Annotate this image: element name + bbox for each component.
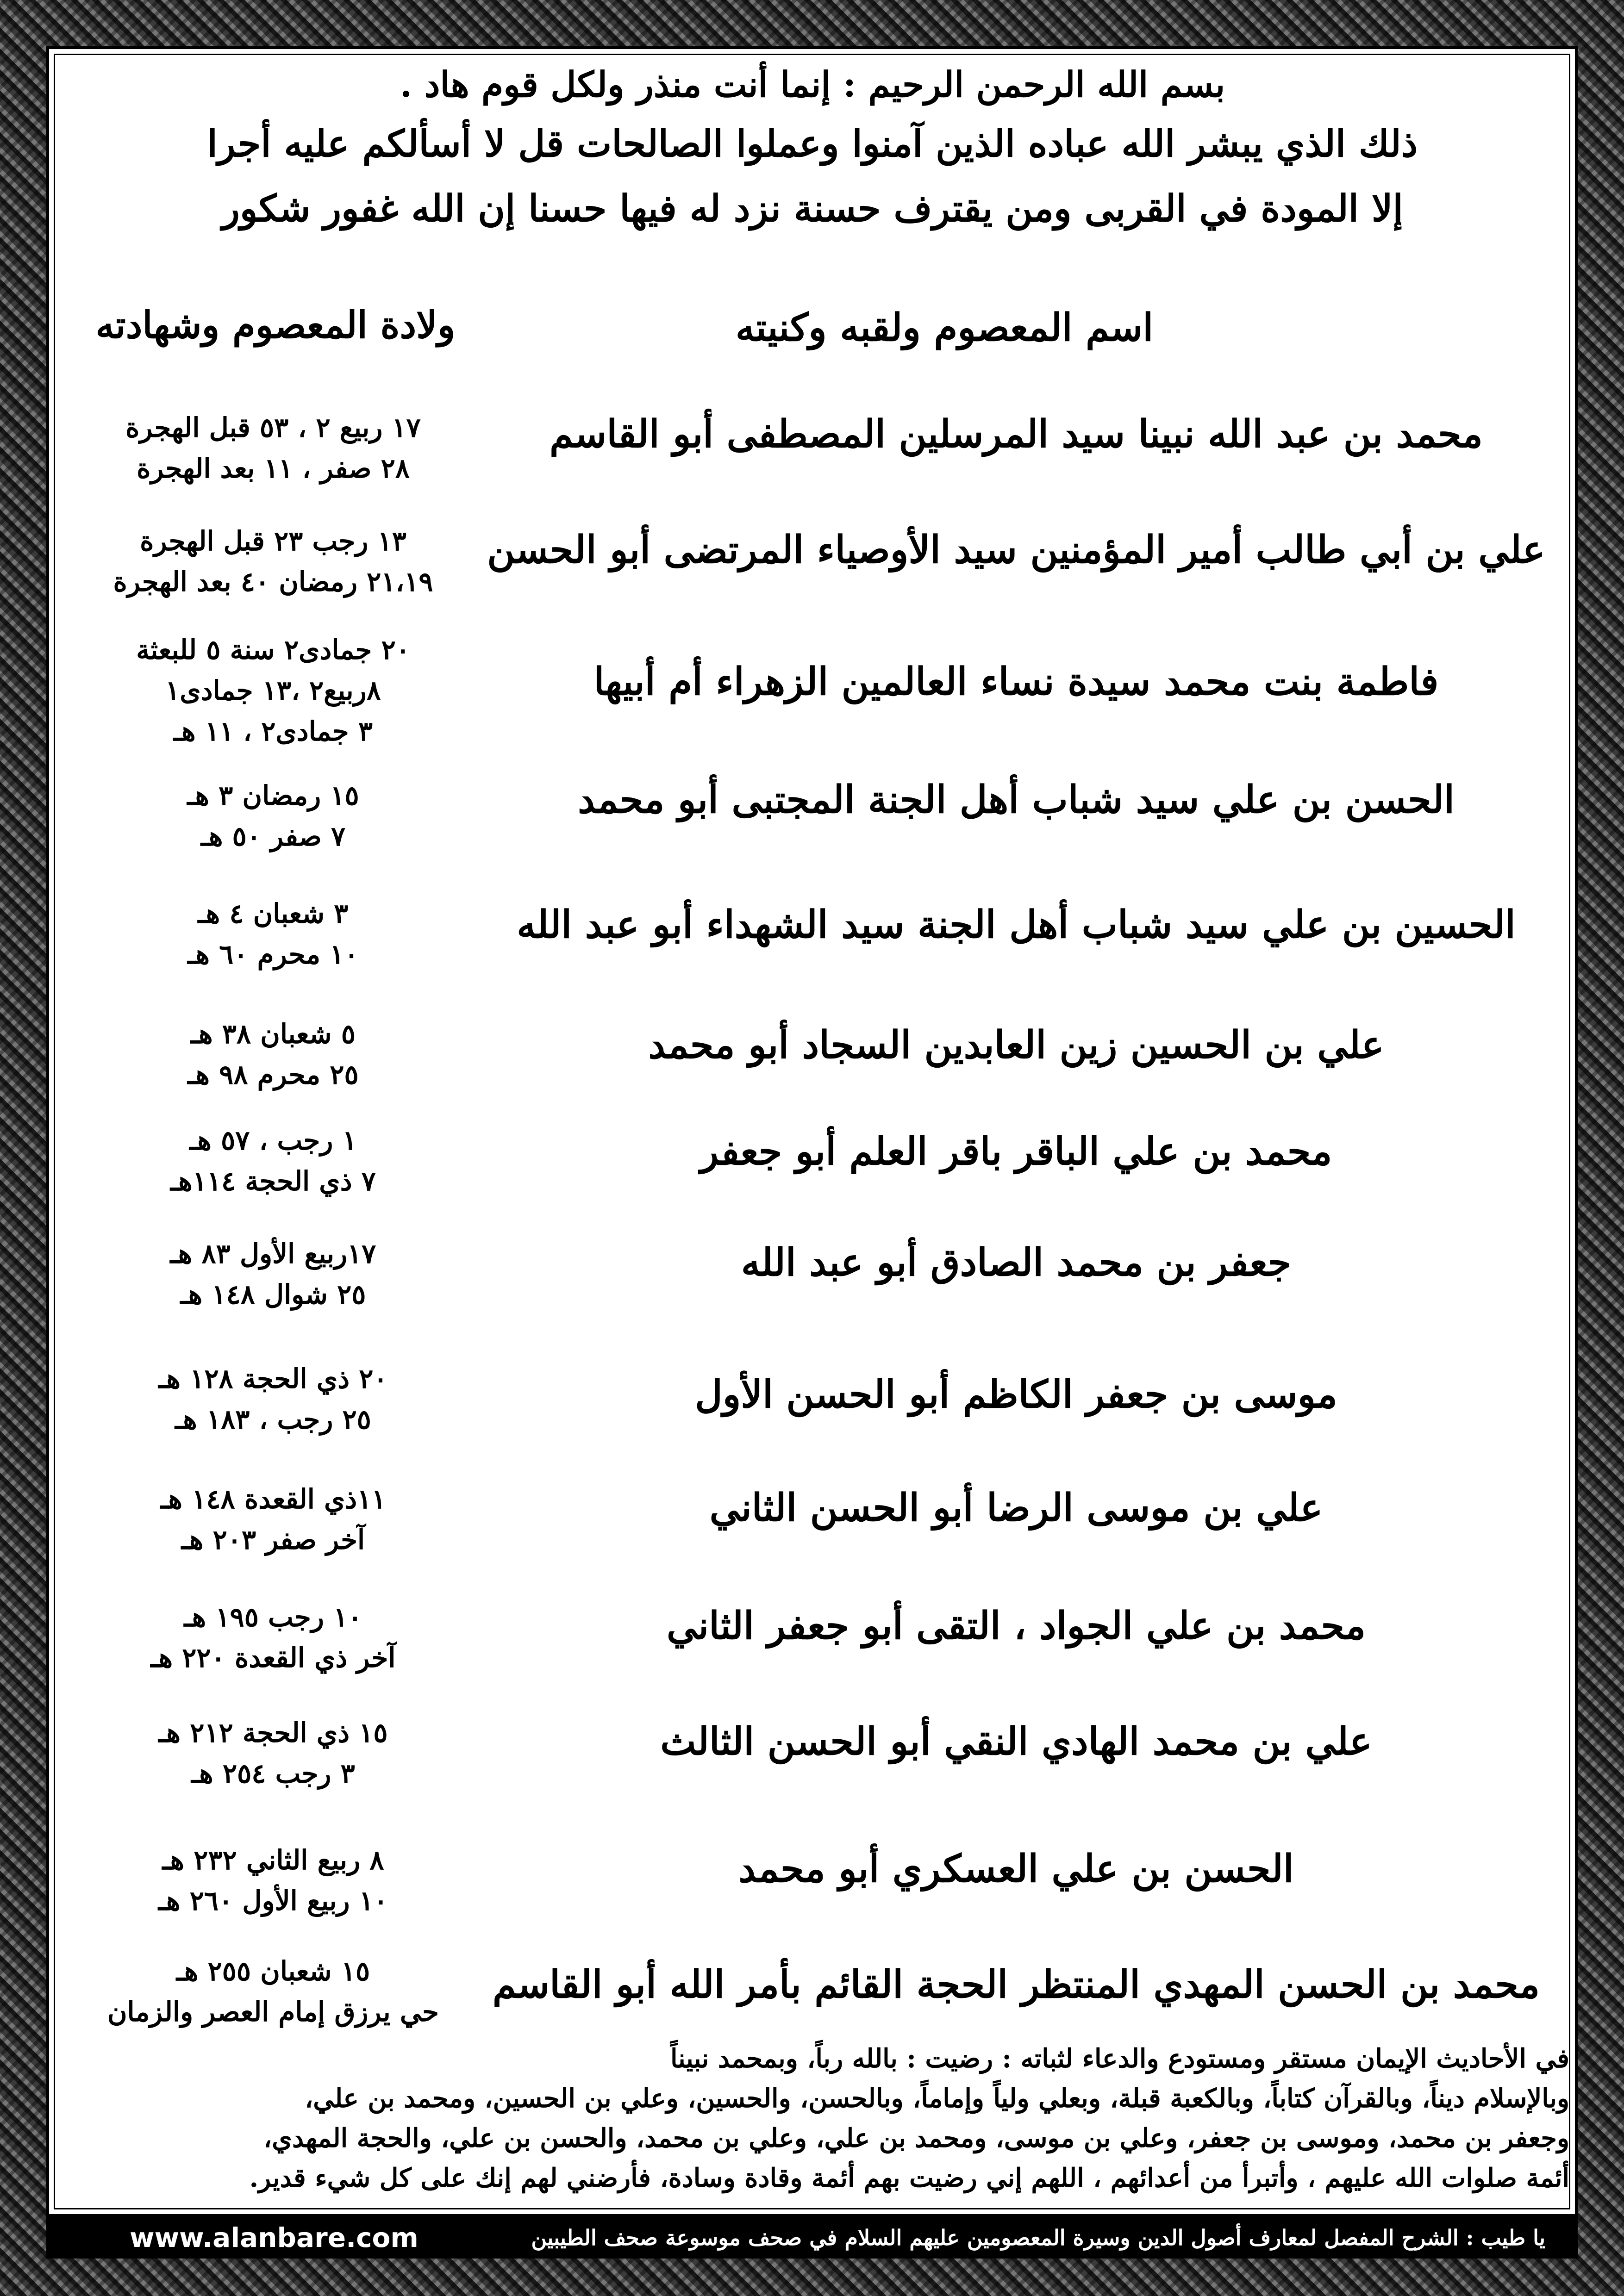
birth-date: ١ رجب ، ٥٧ هـ: [189, 1125, 357, 1156]
table-row-name: موسى بن جعفر الكاظم أبو الحسن الأول: [695, 1372, 1337, 1417]
death-date: ٧ ذي الحجة ١١٤هـ: [170, 1165, 376, 1197]
death-date: آخر صفر ٢٠٣ هـ: [181, 1524, 365, 1556]
birth-date: ٢٠ ذي الحجة ١٢٨ هـ: [158, 1363, 388, 1394]
table-row-name: علي بن موسى الرضا أبو الحسن الثاني: [709, 1486, 1323, 1530]
verse-line-3: إلا المودة في القربى ومن يقترف حسنة نزد له فيها حسنا إن الله غفور شكور: [222, 187, 1403, 230]
table-row-name: فاطمة بنت محمد سيدة نساء العالمين الزهراء أم أبيها: [593, 660, 1439, 704]
birth-date: ١٥ رمضان ٣ هـ: [187, 780, 359, 811]
death-date: ١٠ محرم ٦٠ هـ: [187, 939, 359, 970]
table-row-name: علي بن الحسين زين العابدين السجاد أبو محمد: [648, 1023, 1384, 1067]
death-date: ٢١،١٩ رمضان ٤٠ بعد الهجرة: [113, 566, 433, 597]
death-date: حي يرزق إمام العصر والزمان: [107, 1996, 439, 2028]
column-header-dates: ولادة المعصوم وشهادته: [95, 303, 456, 347]
quran-verse-header: [51, 58, 1574, 241]
column-header-name: اسم المعصوم ولقبه وكنيته: [735, 305, 1154, 350]
verse-line-2: ذلك الذي يبشر الله عباده الذين آمنوا وعملوا الصالحات قل لا أسألكم عليه أجرا: [207, 122, 1418, 165]
birth-date: ١٣ رجب ٢٣ قبل الهجرة: [140, 525, 406, 557]
table-row-name: محمد بن عبد الله نبينا سيد المرسلين المصطفى أبو القاسم: [550, 412, 1483, 456]
page-sheet: [46, 46, 1578, 2217]
death-date: ٣ جمادى٢ ، ١١ هـ: [174, 716, 373, 747]
birth-date: ٢٠ جمادى٢ سنة ٥ للبعثة: [136, 634, 410, 666]
death-date: ١٠ ربيع الأول ٢٦٠ هـ: [158, 1885, 388, 1916]
supplication-line-1: في الأحاديث الإيمان مستقر ومستودع والدعاء لثباته : رضيت : بالله رباً، وبمحمد نبيناً: [670, 2043, 1569, 2074]
supplication-line-4: أئمة صلوات الله عليهم ، وأتبرأ من أعدائهم ، اللهم إني رضيت بهم أئمة وقادة وسادة، فأرضني لهم إنك على كل شيء قدير.: [249, 2163, 1569, 2193]
supplication-line-3: وجعفر بن محمد، وموسى بن جعفر، وعلي بن موسى، ومحمد بن علي، وعلي بن محمد، والحسن بن علي، والحجة المهدي،: [263, 2123, 1569, 2153]
table-row-name: الحسن بن علي سيد شباب أهل الجنة المجتبى أبو محمد: [578, 778, 1455, 822]
birth-date: ٨ ربيع الثاني ٢٣٢ هـ: [162, 1844, 384, 1876]
birth-date: ١٠ رجب ١٩٥ هـ: [184, 1601, 362, 1633]
death-date: ٢٨ صفر ، ١١ بعد الهجرة: [137, 453, 410, 484]
death-date: ٢٥ رجب ، ١٨٣ هـ: [175, 1404, 371, 1435]
supplication-text: [56, 2039, 1569, 2198]
inner-border: [54, 54, 1570, 2209]
table-row-name: محمد بن علي الجواد ، التقى أبو جعفر الثاني: [666, 1604, 1366, 1648]
website-link[interactable]: www.alanbare.com: [130, 2222, 418, 2253]
birth-date: ١٧ربيع الأول ٨٣ هـ: [170, 1238, 376, 1269]
verse-line-1: بسم الله الرحمن الرحيم : إنما أنت منذر ولكل قوم هاد .: [400, 64, 1225, 105]
footer-bar: [46, 2217, 1578, 2259]
birth-date: ٣ شعبان ٤ هـ: [198, 898, 349, 929]
death-date: ٢٥ محرم ٩٨ هـ: [187, 1059, 359, 1090]
table-row-name: محمد بن الحسن المهدي المنتظر الحجة القائم بأمر الله أبو القاسم: [492, 1962, 1540, 2007]
death-date: ٧ صفر ٥٠ هـ: [200, 821, 346, 852]
death-date: ٢٥ شوال ١٤٨ هـ: [180, 1279, 366, 1310]
birth-date: ١٧ ربيع ٢ ، ٥٣ قبل الهجرة: [125, 412, 421, 443]
table-row-name: جعفر بن محمد الصادق أبو عبد الله: [741, 1240, 1292, 1285]
death-date: ٣ رجب ٢٥٤ هـ: [191, 1758, 355, 1789]
death-date: آخر ذي القعدة ٢٢٠ هـ: [150, 1642, 396, 1674]
table-row-name: الحسن بن علي العسكري أبو محمد: [738, 1847, 1294, 1891]
birth-date: ١١ذي القعدة ١٤٨ هـ: [160, 1483, 386, 1515]
table-row-name: محمد بن علي الباقر باقر العلم أبو جعفر: [700, 1129, 1332, 1174]
birth-date: ١٥ شعبان ٢٥٥ هـ: [176, 1955, 370, 1987]
extra-date: ٨ربيع٢ ،١٣ جمادى١: [165, 675, 381, 706]
birth-date: ٥ شعبان ٣٨ هـ: [191, 1018, 356, 1050]
supplication-line-2: وبالإسلام ديناً، وبالقرآن كتاباً، وبالكعبة قبلة، وبعلي ولياً وإماماً، وبالحسن، والحسين، وعلي بن الحسين، ومحمد بن علي،: [305, 2083, 1569, 2114]
table-row-name: الحسين بن علي سيد شباب أهل الجنة سيد الشهداء أبو عبد الله: [517, 902, 1516, 947]
birth-date: ١٥ ذي الحجة ٢١٢ هـ: [158, 1717, 388, 1748]
footer-credit: يا طيب : الشرح المفصل لمعارف أصول الدين وسيرة المعصومين عليهم السلام في صحف موسوعة صحف الطيبين: [531, 2225, 1545, 2250]
table-row-name: علي بن محمد الهادي النقي أبو الحسن الثالث: [660, 1719, 1372, 1764]
table-row-name: علي بن أبي طالب أمير المؤمنين سيد الأوصياء المرتضى أبو الحسن: [487, 528, 1545, 572]
